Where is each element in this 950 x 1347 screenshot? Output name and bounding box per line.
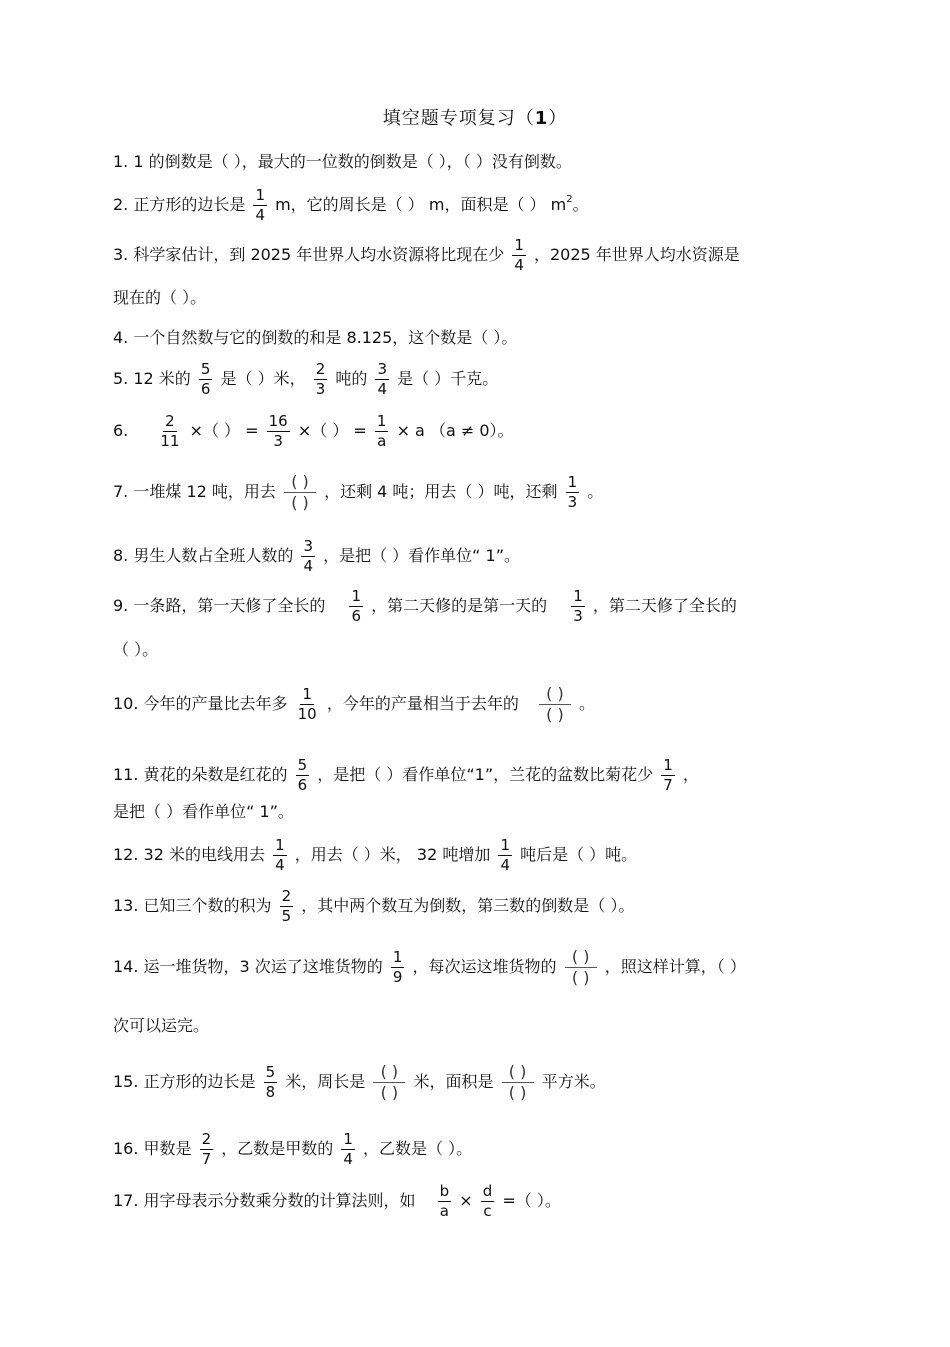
question-12: 12. 32 米的电线用去 $\frac{1}{4}$ ，用去（ ）米， 32 吨增加 $\frac{1}{4}$ 吨后是（ ）吨。	[113, 836, 638, 874]
fraction: $\frac{d}{c}$	[482, 1182, 493, 1220]
fraction: $\frac{1}{4}$	[343, 1130, 353, 1168]
question-2: 2. 正方形的边长是 $\frac{1}{4}$ m，它的周长是（ ） m，面积是（ ） $m^2$。	[113, 186, 589, 224]
fraction: $\frac{5}{6}$	[297, 756, 308, 794]
question-1: 1. 1 的倒数是（ ），最大的一位数的倒数是（ ），（ ）没有倒数。	[113, 152, 572, 171]
fraction: $\frac{5}{8}$	[265, 1063, 276, 1101]
fraction: $\frac{2}{5}$	[281, 887, 292, 925]
question-3: 3. 科学家估计，到 2025 年世界人均水资源将比现在少 $\frac{1}{4}$ ，2025 年世界人均水资源是	[113, 236, 740, 274]
blank-fraction: ( ) ( )	[373, 1062, 405, 1103]
fraction: $\frac{1}{4}$	[255, 186, 265, 224]
fraction: $\frac{1}{7}$	[663, 756, 673, 794]
question-15: 15. 正方形的边长是 $\frac{5}{8}$ 米，周长是 ( ) ( ) 米，面积是 ( ) ( ) 平方米。	[113, 1062, 606, 1102]
question-10: 10. 今年的产量比去年多 $\frac{1}{10}$ ，今年的产量相当于去年的 ( ) ( ) 。	[113, 684, 596, 724]
question-4: 4. 一个自然数与它的倒数的和是 8.125，这个数是（ ）。	[113, 328, 518, 347]
fraction: $\frac{2}{3}$	[315, 360, 326, 398]
question-9-continued: （ ）。	[113, 640, 159, 659]
question-7: 7. 一堆煤 12 吨，用去 ( ) ( ) ，还剩 4 吨；用去（ ）吨，还剩 $\frac{1}{3}$ 。	[113, 472, 604, 512]
page-title: 填空题专项复习（1）	[382, 108, 568, 129]
question-8: 8. 男生人数占全班人数的 $\frac{3}{4}$ ，是把（ ）看作单位“ 1”。	[113, 537, 521, 575]
question-11: 11. 黄花的朵数是红花的 $\frac{5}{6}$ ，是把（ ）看作单位“1”，兰花的盆数比菊花少 $\frac{1}{7}$ ，	[113, 756, 699, 794]
question-6: 6. $\frac{2}{11}$ ×（ ） = $\frac{16}{3}$ ×（ ） = $\frac{1}{a}$ × a （a ≠ 0）。	[113, 412, 514, 450]
fraction: $\frac{16}{3}$	[268, 412, 288, 450]
blank-fraction: ( ) ( )	[502, 1062, 534, 1103]
fraction: $\frac{1}{4}$	[500, 836, 510, 874]
question-14: 14. 运一堆货物，3 次运了这堆货物的 $\frac{1}{9}$ ，每次运这堆货物的 ( ) ( ) ，照这样计算，（ ）	[113, 947, 746, 987]
question-3-continued: 现在的（ ）。	[113, 288, 207, 307]
fraction: $\frac{1}{6}$	[351, 587, 361, 625]
blank-fraction: ( ) ( )	[284, 472, 316, 513]
question-5: 5. 12 米的 $\frac{5}{6}$ 是（ ）米， $\frac{2}{3}$ 吨的 $\frac{3}{4}$ 是（ ）千克。	[113, 360, 499, 398]
fraction: $\frac{5}{6}$	[200, 360, 211, 398]
fraction: $\frac{1}{4}$	[514, 236, 524, 274]
fraction: $\frac{1}{10}$	[297, 685, 317, 723]
question-9: 9. 一条路，第一天修了全长的 $\frac{1}{6}$ ，第二天修的是第一天的 $\frac{1}{3}$ ，第二天修了全长的	[113, 587, 737, 625]
fraction: $\frac{1}{9}$	[392, 948, 403, 986]
question-16: 16. 甲数是 $\frac{2}{7}$ ，乙数是甲数的 $\frac{1}{4}$ ，乙数是（ ）。	[113, 1130, 473, 1168]
fraction: $\frac{2}{7}$	[201, 1130, 212, 1168]
question-13: 13. 已知三个数的积为 $\frac{2}{5}$ ，其中两个数互为倒数，第三数的倒数是（ ）。	[113, 887, 635, 925]
fraction: $\frac{2}{11}$	[160, 412, 180, 450]
fraction: $\frac{1}{4}$	[275, 836, 285, 874]
fraction: $\frac{1}{3}$	[567, 473, 578, 511]
blank-fraction: ( ) ( )	[565, 947, 597, 988]
blank-fraction: ( ) ( )	[539, 684, 571, 725]
fraction: $\frac{b}{a}$	[439, 1182, 450, 1220]
fraction: $\frac{1}{a}$	[376, 412, 387, 450]
question-11-continued: 是把（ ）看作单位“ 1”。	[113, 802, 294, 821]
question-14-continued: 次可以运完。	[113, 1016, 210, 1035]
fraction: $\frac{3}{4}$	[303, 537, 313, 575]
fraction: $\frac{1}{3}$	[573, 587, 583, 625]
question-17: 17. 用字母表示分数乘分数的计算法则，如 $\frac{b}{a}$ × $\frac{d}{c}$ =（ ）。	[113, 1182, 561, 1220]
fraction: $\frac{3}{4}$	[377, 360, 388, 398]
